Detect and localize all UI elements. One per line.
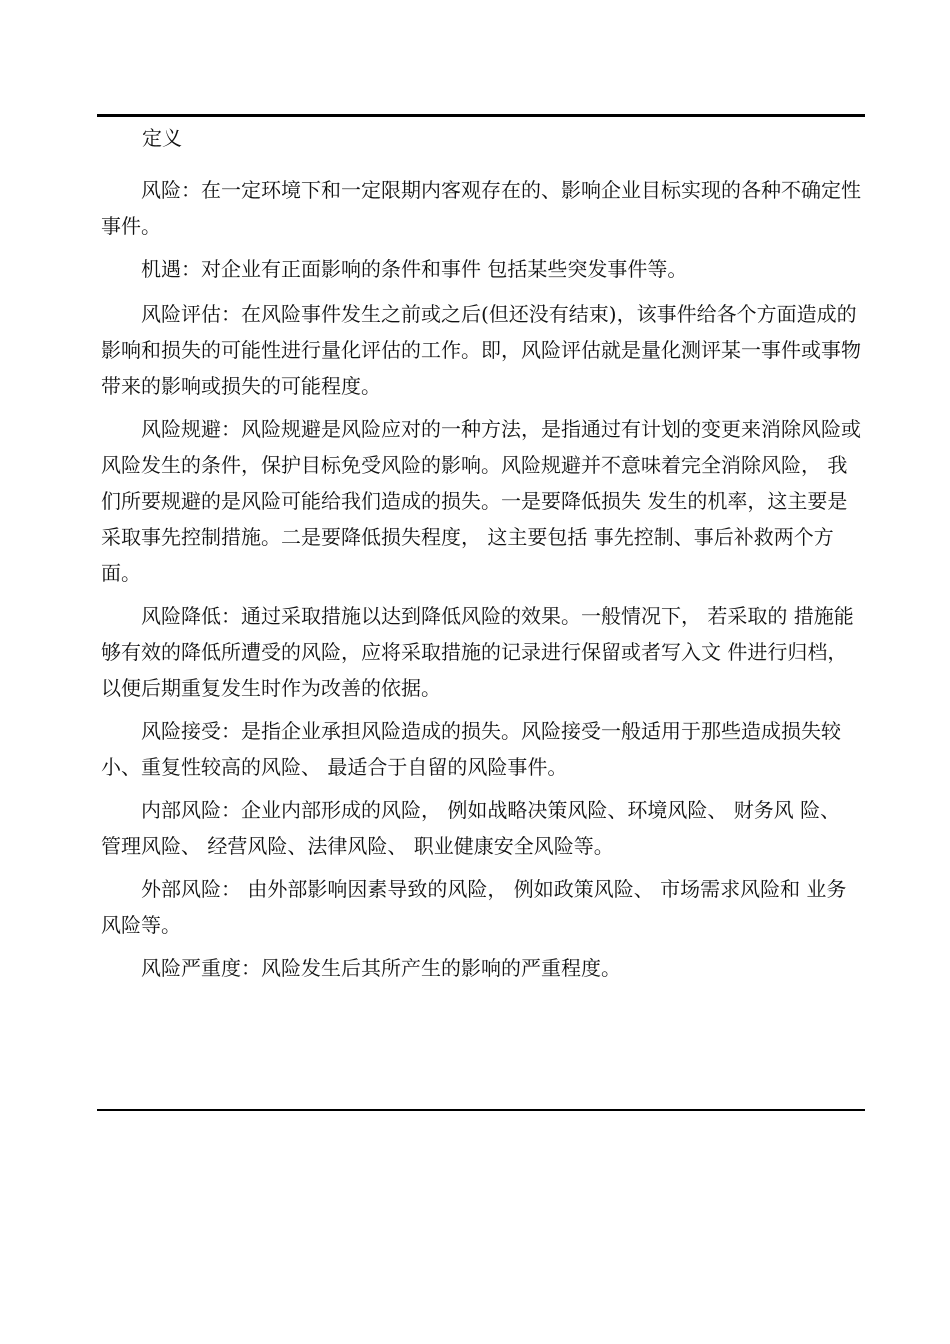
definition-risk-reduction: 风险降低：通过采取措施以达到降低风险的效果。一般情况下， 若采取的 措施能够有效的降低所遭受的风险，应将采取措施的记录进行保留或者写入文 件进行归档，以便后期重复发生时作为改善的依据。 (101, 604, 854, 700)
definition-risk-acceptance: 风险接受：是指企业承担风险造成的损失。风险接受一般适用于那些造成损失较小、重复性较高的风险、 最适合于自留的风险事件。 (101, 719, 841, 779)
definitions-body (101, 172, 863, 993)
top-divider (97, 114, 865, 117)
definition-external-risk: 外部风险： 由外部影响因素导致的风险， 例如政策风险、 市场需求风险和 业务风险等。 (101, 877, 847, 937)
definition-opportunity: 机遇：对企业有正面影响的条件和事件 包括某些突发事件等。 (141, 257, 688, 281)
definition-risk: 风险：在一定环境下和一定限期内客观存在的、影响企业目标实现的各种不确定性事件。 (101, 178, 861, 238)
definition-risk-severity: 风险严重度：风险发生后其所产生的影响的严重程度。 (141, 956, 621, 980)
page-title: 定义 (142, 126, 182, 150)
bottom-divider (97, 1109, 865, 1111)
definition-internal-risk: 内部风险：企业内部形成的风险， 例如战略决策风险、环境风险、 财务风 险、 管理风险、 经营风险、法律风险、 职业健康安全风险等。 (101, 798, 841, 858)
definition-risk-assessment: 风险评估：在风险事件发生之前或之后(但还没有结束)，该事件给各个方面造成的影响和损失的可能性进行量化评估的工作。即，风险评估就是量化测评某一事件或事物带来的影响或损失的可能程度。 (101, 302, 861, 398)
definition-risk-avoidance: 风险规避：风险规避是风险应对的一种方法，是指通过有计划的变更来消除风险或风险发生的条件，保护目标免受风险的影响。风险规避并不意味着完全消除风险， 我们所要规避的是风险可能给我们造成的损失。一是要降低损失 发生的机率，这主要是采取事先控制措施。二是要降低损失程度， 这主要包括 事先控制、事后补救两个方面。 (101, 417, 861, 585)
